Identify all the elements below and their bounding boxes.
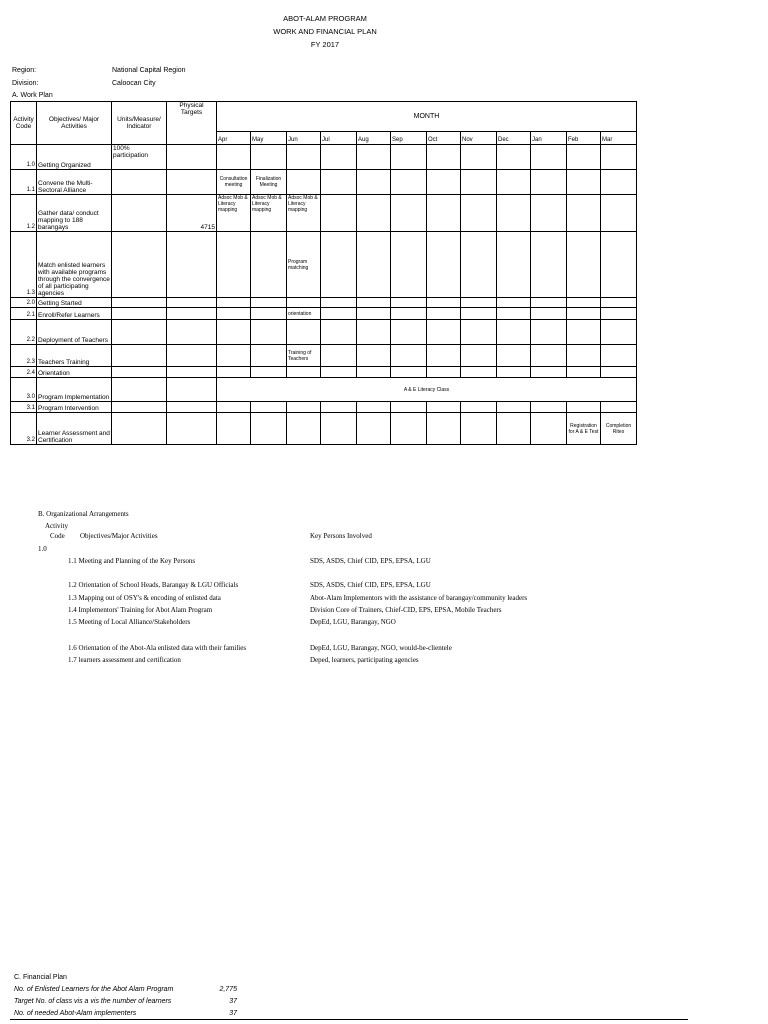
row-code: 1.0 (11, 145, 37, 170)
org-code-group: 1.0 (38, 545, 47, 553)
org-col-objectives: Objectives/Major Activities (80, 532, 158, 540)
month-sep: Sep (391, 132, 427, 145)
org-persons: Abot-Alam Implementors with the assistance of barangay/community leaders (310, 594, 528, 602)
finance-value: 37 (229, 1010, 237, 1017)
row-activity: Match enlisted learners with available programs through the convergence of all participating agencies (37, 232, 112, 298)
section-work-plan-title: A. Work Plan (12, 92, 53, 99)
org-col-activity: Activity (45, 522, 68, 530)
month-jul: Jul (321, 132, 357, 145)
fiscal-year: FY 2017 (310, 40, 340, 49)
literacy-class-span: A & E Literacy Class (217, 378, 637, 402)
row-code: 3.1 (11, 402, 37, 413)
org-activity: 1.1 Meeting and Planning of the Key Persons (68, 557, 196, 565)
row-activity: Teachers Training (37, 345, 112, 367)
finance-label: No. of needed Abot-Alam implementers (14, 1010, 137, 1017)
header-objectives: Objectives/ Major Activities (37, 102, 112, 145)
row-activity: Getting Started (37, 298, 112, 308)
table-row (11, 378, 637, 402)
month-dec: Dec (497, 132, 531, 145)
document-title: ABOT-ALAM PROGRAM (283, 14, 367, 23)
cell-feb-note: Registration for A & E Test (567, 413, 601, 445)
org-activity: 1.4 Implementors' Training for Abot Alam Program (68, 606, 213, 614)
row-code: 2.1 (11, 308, 37, 320)
row-code: 2.4 (11, 367, 37, 378)
org-persons: Deped, learners, participating agencies (310, 656, 419, 664)
header-units: Units/Measure/ Indicator (112, 102, 167, 145)
org-col-code: Code (50, 532, 65, 540)
table-row (11, 308, 637, 320)
row-activity: Getting Organized (37, 145, 112, 170)
org-activity: 1.6 Orientation of the Abot-Ala enlisted data with their families (68, 644, 247, 652)
org-persons: DepEd, LGU, Barangay, NGO (310, 618, 396, 626)
row-activity: Convene the Multi-Sectoral Alliance (37, 170, 112, 195)
table-row (11, 298, 637, 308)
row-code: 3.2 (11, 413, 37, 445)
org-col-persons: Key Persons Involved (310, 532, 372, 540)
org-persons: SDS, ASDS, Chief CID, EPS, EPSA, LGU (310, 581, 431, 589)
org-activity: 1.3 Mapping out of OSY's & encoding of enlisted data (68, 594, 221, 602)
table-row (11, 367, 637, 378)
table-row (11, 402, 637, 413)
month-may: May (251, 132, 287, 145)
org-persons: DepEd, LGU, Barangay, NGO, would-be-clientele (310, 644, 452, 652)
table-row (11, 345, 637, 367)
row-activity: Program Intervention (37, 402, 112, 413)
org-activity: 1.7 learners assessment and certification (68, 656, 181, 664)
row-activity: Program Implementation (37, 378, 112, 402)
division-value: Caloocan City (112, 80, 156, 87)
section-org-title: B. Organizational Arrangements (38, 510, 129, 518)
row-units: 100% participation (112, 145, 167, 170)
row-code: 2.2 (11, 320, 37, 345)
region-label: Region: (12, 67, 37, 74)
row-activity: Deployment of Teachers (37, 320, 112, 345)
org-activity: 1.2 Orientation of School Heads, Barangay & LGU Officials (68, 581, 239, 589)
document-subtitle: WORK AND FINANCIAL PLAN (273, 27, 377, 36)
header-activity-code: Activity Code (11, 102, 37, 145)
cell-apr-note: Consultation meeting (217, 170, 251, 195)
cell-jun-note: Training of Teachers (287, 345, 321, 367)
row-code: 2.0 (11, 298, 37, 308)
cell-jun-note: Adsoc Mob & Literacy mapping (287, 195, 321, 232)
section-financial-title: C. Financial Plan (14, 974, 67, 981)
finance-label: No. of Enlisted Learners for the Abot Alam Program (14, 986, 174, 993)
month-jun: Jun (287, 132, 321, 145)
cell-may-note: Adsoc Mob & Literacy mapping (251, 195, 287, 232)
table-row (11, 320, 637, 345)
month-oct: Oct (427, 132, 461, 145)
table-row (11, 413, 637, 445)
month-feb: Feb (567, 132, 601, 145)
row-activity: Enroll/Refer Learners (37, 308, 112, 320)
month-jan: Jan (531, 132, 567, 145)
month-apr: Apr (217, 132, 251, 145)
org-persons: Division Core of Trainers, Chief-CID, EPS, EPSA, Mobile Teachers (310, 606, 502, 614)
month-aug: Aug (357, 132, 391, 145)
row-activity: Gather data/ conduct mapping to 188 barangays (37, 195, 112, 232)
financial-table-top-border (10, 1019, 688, 1020)
finance-value: 37 (229, 998, 237, 1005)
row-activity: Learner Assessment and Certification (37, 413, 112, 445)
cell-may-note: Finalization Meeting (251, 170, 287, 195)
org-persons: SDS, ASDS, Chief CID, EPS, EPSA, LGU (310, 557, 431, 565)
header-physical-targets: Physical Targets (167, 102, 217, 145)
row-code: 1.1 (11, 170, 37, 195)
division-label: Division: (12, 80, 39, 87)
month-nov: Nov (461, 132, 497, 145)
table-row (11, 170, 637, 195)
cell-jun-note: Program matching (287, 232, 321, 298)
org-activity: 1.5 Meeting of Local Alliance/Stakeholders (68, 618, 191, 626)
row-code: 1.3 (11, 232, 37, 298)
finance-label: Target No. of class vis a vis the number of learners (14, 998, 172, 1005)
finance-value: 2,775 (219, 986, 237, 993)
row-code: 2.3 (11, 345, 37, 367)
header-month: MONTH (217, 102, 637, 132)
row-activity: Orientation (37, 367, 112, 378)
row-code: 3.0 (11, 378, 37, 402)
table-row (11, 232, 637, 298)
cell-mar-note: Completion Rites (601, 413, 637, 445)
cell-apr-note: Adsoc Mob & Literacy mapping (217, 195, 251, 232)
table-row (11, 195, 637, 232)
month-mar: Mar (601, 132, 637, 145)
cell-jun-note: orientation (287, 308, 321, 320)
region-value: National Capital Region (112, 67, 186, 74)
row-code: 1.2 (11, 195, 37, 232)
work-plan-table (10, 101, 637, 445)
row-targets: 4715 (167, 195, 217, 232)
table-row (11, 145, 637, 170)
